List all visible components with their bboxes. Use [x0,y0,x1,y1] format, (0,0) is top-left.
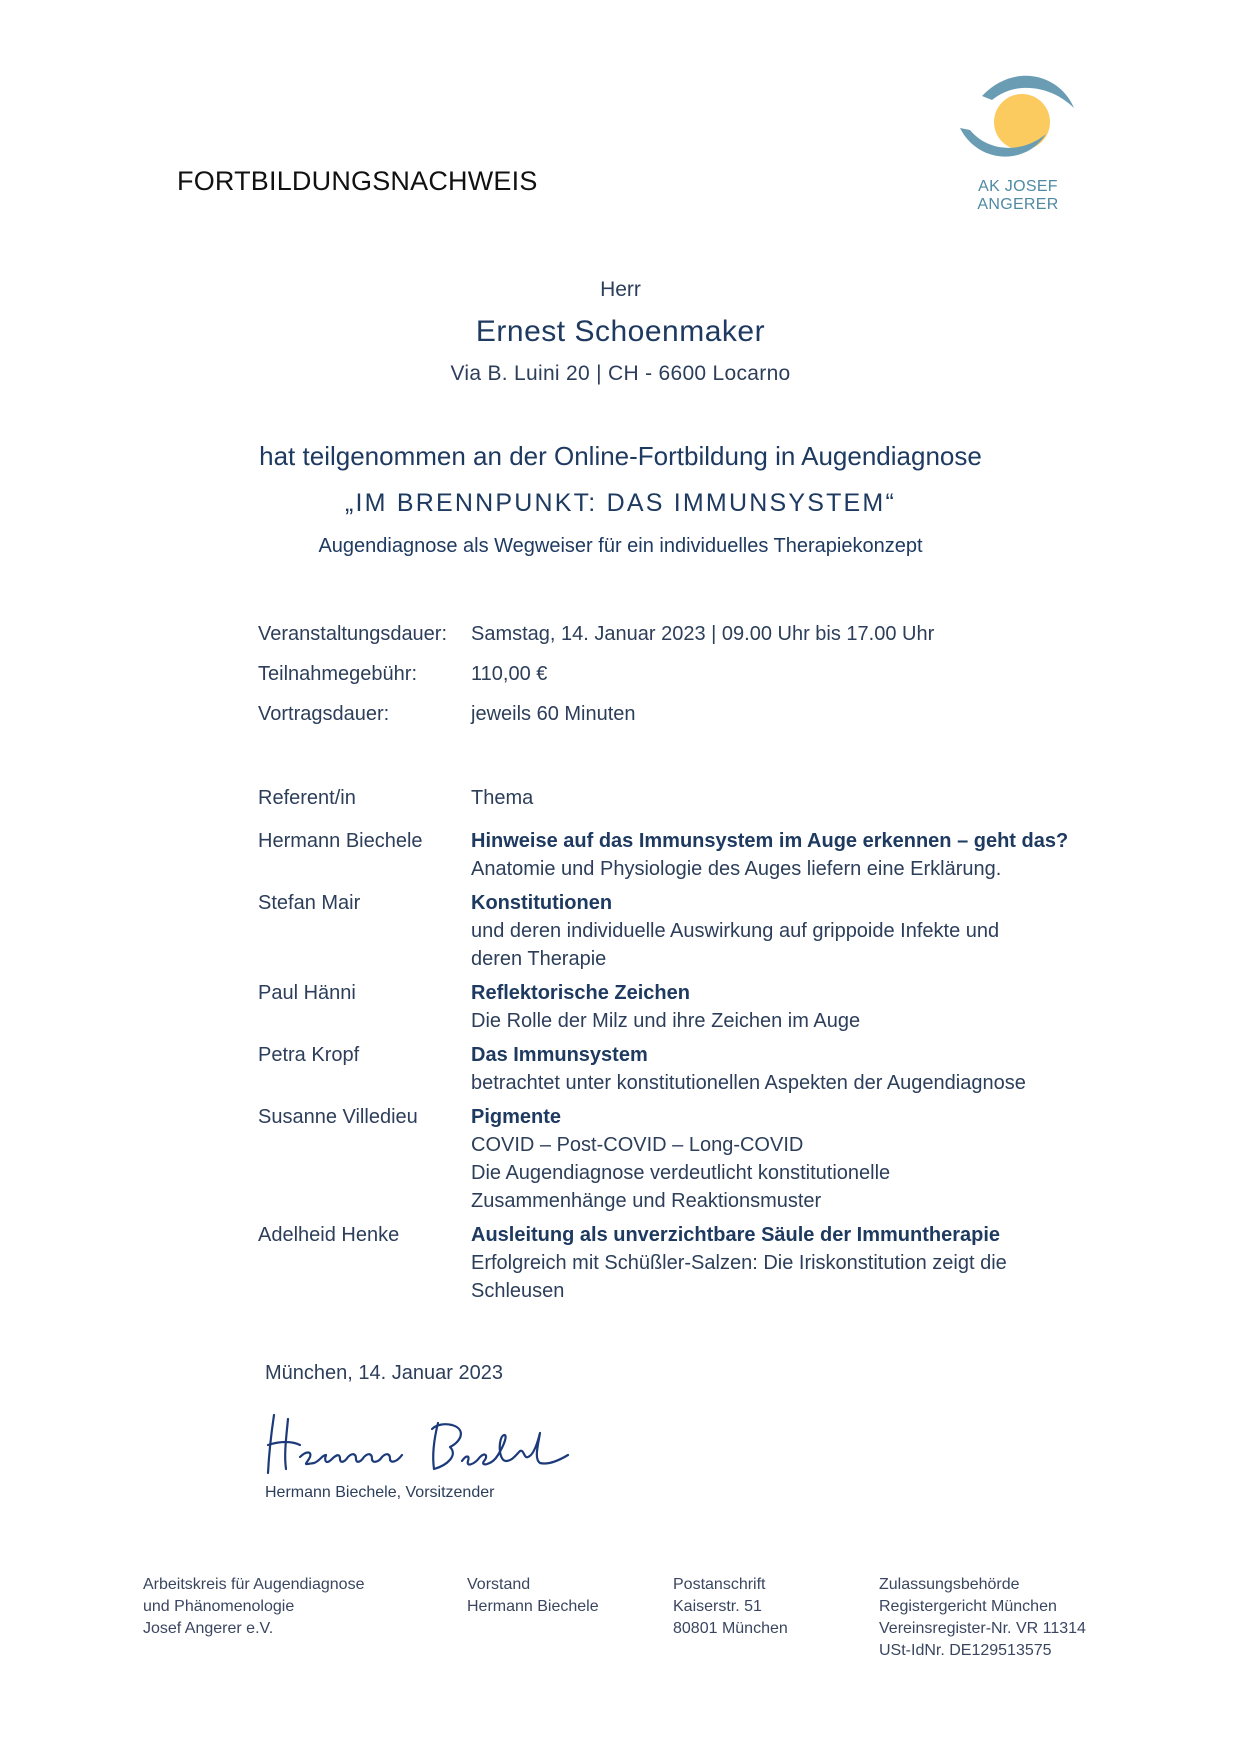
footer-line: USt-IdNr. DE129513575 [879,1642,1052,1659]
handwritten-signature [262,1405,582,1480]
talk-title: Reflektorische Zeichen [471,982,690,1004]
footer-line: Postanschrift [673,1576,766,1593]
talk-description-line: deren Therapie [471,948,607,970]
detail-value: Samstag, 14. Januar 2023 | 09.00 Uhr bis 17.00 Uhr [471,623,935,645]
participation-statement: hat teilgenommen an der Online-Fortbildung in Augendiagnose [259,441,982,471]
talk-speaker: Adelheid Henke [258,1224,400,1246]
place-date: München, 14. Januar 2023 [265,1362,503,1384]
talk-description-line: Schleusen [471,1280,565,1302]
recipient-address: Via B. Luini 20 | CH - 6600 Locarno [450,362,791,385]
footer-registration [879,1574,1086,1662]
talk-list [258,827,1158,1305]
course-subtitle: Augendiagnose als Wegweiser für ein individuelles Therapiekonzept [318,535,923,557]
detail-value: 110,00 € [471,663,548,685]
footer-line: Vereinsregister-Nr. VR 11314 [879,1620,1086,1637]
talk-title: Konstitutionen [471,892,613,914]
course-title: „IM BRENNPUNKT: DAS IMMUNSYSTEM“ [345,489,896,517]
talk-description-line: Die Rolle der Milz und ihre Zeichen im Auge [471,1010,861,1032]
detail-label: Vortragsdauer: [258,703,390,725]
talks-header-row [258,787,1158,827]
talk-title: Hinweise auf das Immunsystem im Auge erkennen – geht das? [471,830,1069,852]
footer-line: Vorstand [467,1576,531,1593]
talk-row [258,1221,1158,1305]
organization-logo [938,70,1098,213]
talk-topic [471,827,1158,883]
talk-title: Das Immunsystem [471,1044,648,1066]
talk-topic [471,1041,1158,1097]
recipient-salutation: Herr [600,278,641,301]
detail-value: jeweils 60 Minuten [471,703,636,725]
talk-row [258,1103,1158,1215]
event-details [258,623,1138,743]
talk-topic [471,1103,1158,1215]
talk-row [258,1041,1158,1097]
talk-row [258,889,1158,973]
footer-line: Arbeitskreis für Augendiagnose [143,1576,365,1593]
detail-row [258,703,1138,743]
speaker-column-header: Referent/in [258,787,356,809]
detail-row [258,663,1138,703]
talk-description-line: Anatomie und Physiologie des Auges liefern eine Erklärung. [471,858,1002,880]
talk-description-line: Die Augendiagnose verdeutlicht konstitutionelle [471,1162,891,1184]
talk-row [258,827,1158,883]
footer-line: Registergericht München [879,1598,1057,1615]
talk-speaker: Susanne Villedieu [258,1106,418,1128]
talk-topic [471,889,1158,973]
topic-column-header: Thema [471,787,534,809]
signer-name: Hermann Biechele, Vorsitzender [265,1484,495,1501]
detail-label: Veranstaltungsdauer: [258,623,448,645]
footer-line: und Phänomenologie [143,1598,295,1615]
logo-text: AK JOSEF ANGERER [977,178,1059,213]
footer-line: Josef Angerer e.V. [143,1620,274,1637]
footer-organization [143,1574,364,1640]
talk-description-line: Zusammenhänge und Reaktionsmuster [471,1190,822,1212]
talk-title: Ausleitung als unverzichtbare Säule der Immuntherapie [471,1224,1001,1246]
footer-line: Hermann Biechele [467,1598,599,1615]
talk-speaker: Hermann Biechele [258,830,423,852]
talk-title: Pigmente [471,1106,562,1128]
talk-row [258,979,1158,1035]
footer-board [467,1574,599,1618]
talks-table [258,787,1158,1311]
footer-line: 80801 München [673,1620,788,1637]
talk-topic [471,979,1158,1035]
talk-speaker: Stefan Mair [258,892,361,914]
talk-speaker: Paul Hänni [258,982,356,1004]
talk-description-line: und deren individuelle Auswirkung auf grippoide Infekte und [471,920,1000,942]
talk-description-line: Erfolgreich mit Schüßler-Salzen: Die Iriskonstitution zeigt die [471,1252,1007,1274]
recipient-name: Ernest Schoenmaker [475,315,766,348]
talk-description-line: COVID – Post-COVID – Long-COVID [471,1134,804,1156]
detail-row [258,623,1138,663]
talk-topic [471,1221,1158,1305]
footer-line: Kaiserstr. 51 [673,1598,762,1615]
eye-sun-icon [956,70,1080,170]
document-title: FORTBILDUNGSNACHWEIS [177,166,538,196]
talk-speaker: Petra Kropf [258,1044,360,1066]
talk-description-line: betrachtet unter konstitutionellen Aspekten der Augendiagnose [471,1072,1026,1094]
footer-postal-address [673,1574,788,1640]
footer-line: Zulassungsbehörde [879,1576,1020,1593]
detail-label: Teilnahmegebühr: [258,663,417,685]
